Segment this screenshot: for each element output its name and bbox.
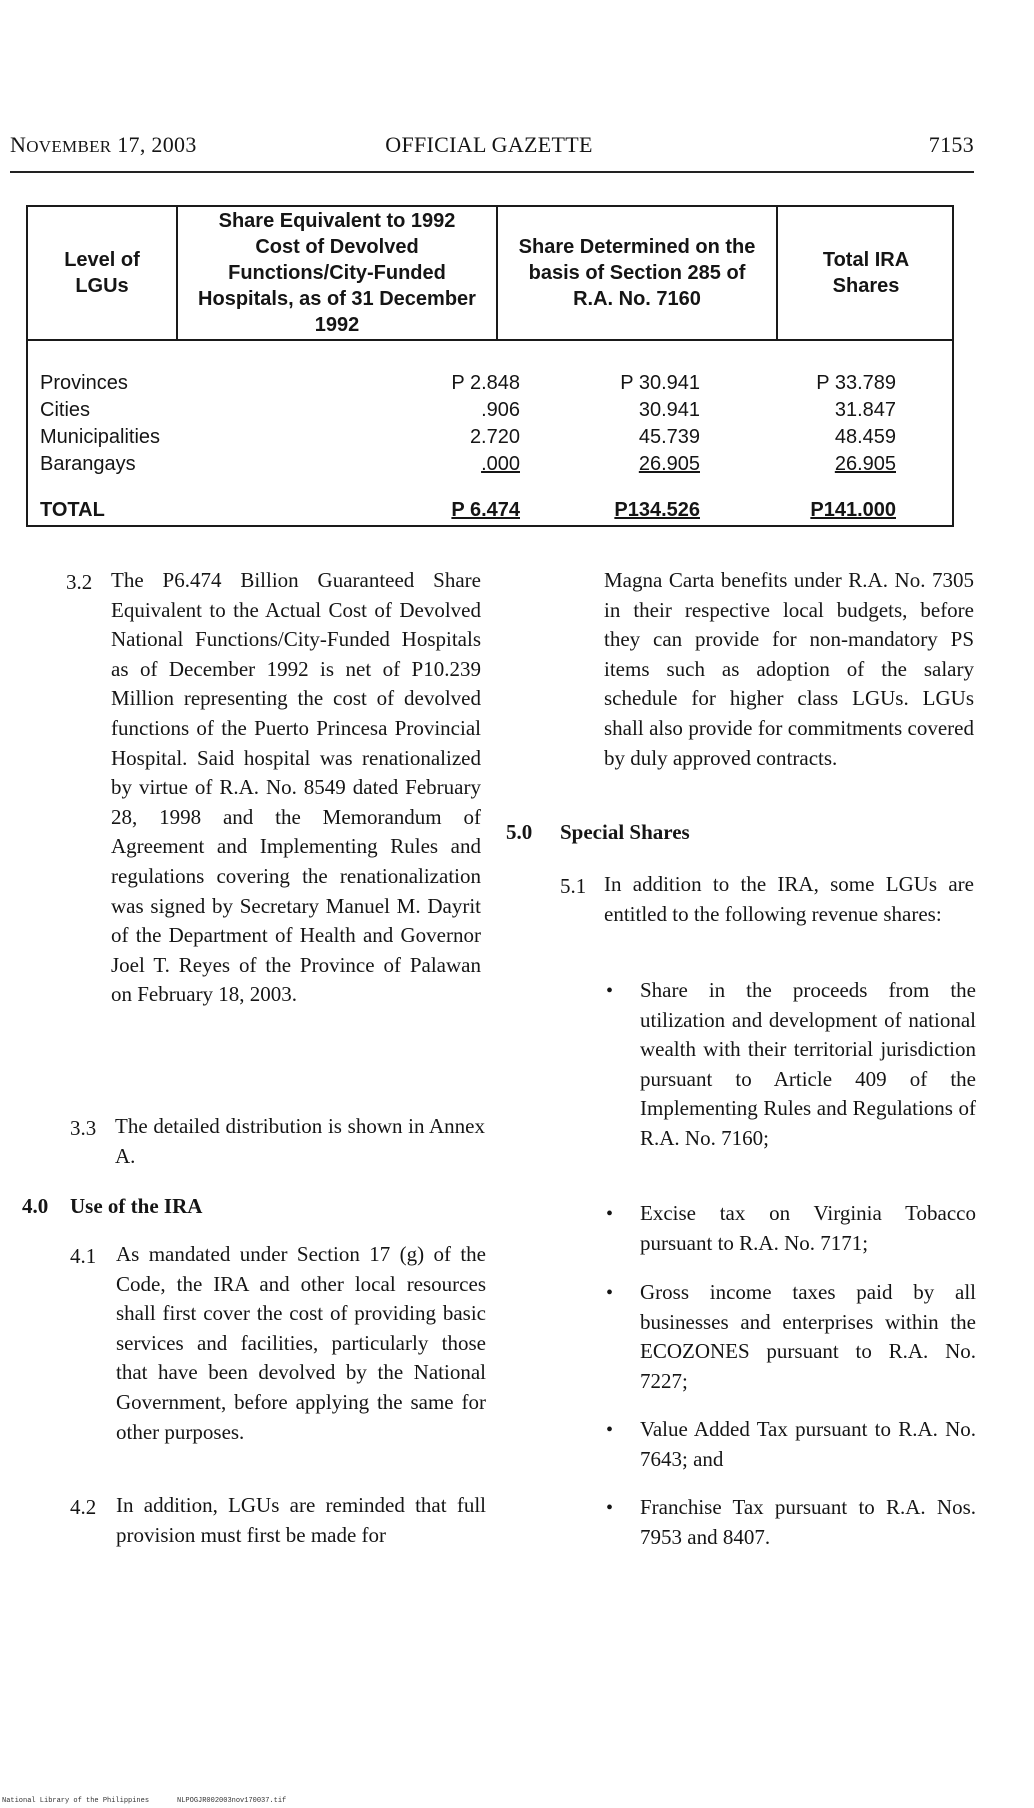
bullet-item: Franchise Tax pursuant to R.A. Nos. 7953 and 8407. [640,1495,976,1549]
table-row: Barangays .000 26.905 26.905 [40,453,896,475]
paragraph-continuation: Magna Carta benefits under R.A. No. 7305 in their respective local budgets, before they can provide for non-mandatory PS items such as adoption of the salary schedule for higher class LGUs. LGUs shall also provide for commitments covered by duly approved contracts. [604,568,974,770]
bullet-item: Share in the proceeds from the utilization and development of national wealth with their territorial jurisdiction pursuant to Article 409 of the Implementing Rules and Regulations of R.A. No. 7160; [640,978,976,1150]
item-number: 3.2 [66,570,93,594]
table-header-row [28,207,952,341]
section-title: Special Shares [560,820,690,844]
bullet-icon: • [606,1282,614,1304]
table-header-cell: Level of LGUs [28,207,178,339]
gazette-date: NOVEMBER 17, 2003 [10,132,197,157]
bullet-icon: • [606,1419,614,1441]
bullet-item: Gross income taxes paid by all businesses and enterprises within the ECOZONES pursuant to R.A. No. 7227; [640,1280,976,1393]
table-header-cell: Share Determined on the basis of Section 285 of R.A. No. 7160 [498,207,778,339]
bullet-icon: • [606,980,614,1002]
header-rule [10,171,974,173]
ira-shares-table [26,205,954,527]
table-header-cell: Share Equivalent to 1992 Cost of Devolved Functions/City-Funded Hospitals, as of 31 December 1992 [178,207,498,339]
item-number: 4.1 [70,1244,97,1268]
bullet-item: Value Added Tax pursuant to R.A. No. 7643; and [640,1417,976,1471]
footer-file: NLPOGJR002003nov170037.tif [177,1797,287,1805]
gazette-title: OFFICIAL GAZETTE [385,132,593,157]
page-number: 7153 [928,132,974,157]
scan-footer [2,1797,314,1805]
paragraph-4-1: As mandated under Section 17 (g) of the Code, the IRA and other local resources shall first cover the cost of providing basic services and facilities, particularly those that have been devolved by the National Government, before applying the same for other purposes. [116,1242,486,1444]
table-total-row: TOTAL P 6.474 P134.526 P141.000 [40,499,896,521]
paragraph-4-2: In addition, LGUs are reminded that full provision must first be made for [116,1493,486,1547]
bullet-icon: • [606,1497,614,1519]
paragraph-3-3: The detailed distribution is shown in Annex A. [115,1114,485,1168]
table-header-cell: Total IRA Shares [822,249,910,297]
section-title: Use of the IRA [70,1194,203,1218]
bullet-icon: • [606,1203,614,1225]
item-number: 4.2 [70,1495,97,1519]
footer-library: National Library of the Philippines [2,1797,150,1805]
item-number: 3.3 [70,1116,97,1140]
table-row: Municipalities 2.720 45.739 48.459 [40,426,896,448]
paragraph-5-1: In addition to the IRA, some LGUs are entitled to the following revenue shares: [604,872,974,926]
table-row: Provinces P 2.848 P 30.941 P 33.789 [40,372,896,394]
paragraph-3-2: The P6.474 Billion Guaranteed Share Equivalent to the Actual Cost of Devolved National Functions/City-Funded Hospitals as of December 1992 is net of P10.239 Million representing the cost of devolved functions of the Puerto Princesa Provincial Hospital. Said hospital was renationalized by virtue of R.A. No. 8549 dated February 28, 1998 and the Memorandum of Agreement and Implementing Rules and regulations covering the renationalization was signed by Secretary Manuel M. Dayrit of the Department of Health and Governor Joel T. Reyes of the Province of Palawan on February 18, 2003. [111,568,481,1007]
section-number: 4.0 [22,1194,49,1218]
table-row: Cities .906 30.941 31.847 [40,399,896,421]
bullet-item: Excise tax on Virginia Tobacco pursuant to R.A. No. 7171; [640,1201,976,1255]
item-number: 5.1 [560,874,587,898]
section-number: 5.0 [506,820,533,844]
